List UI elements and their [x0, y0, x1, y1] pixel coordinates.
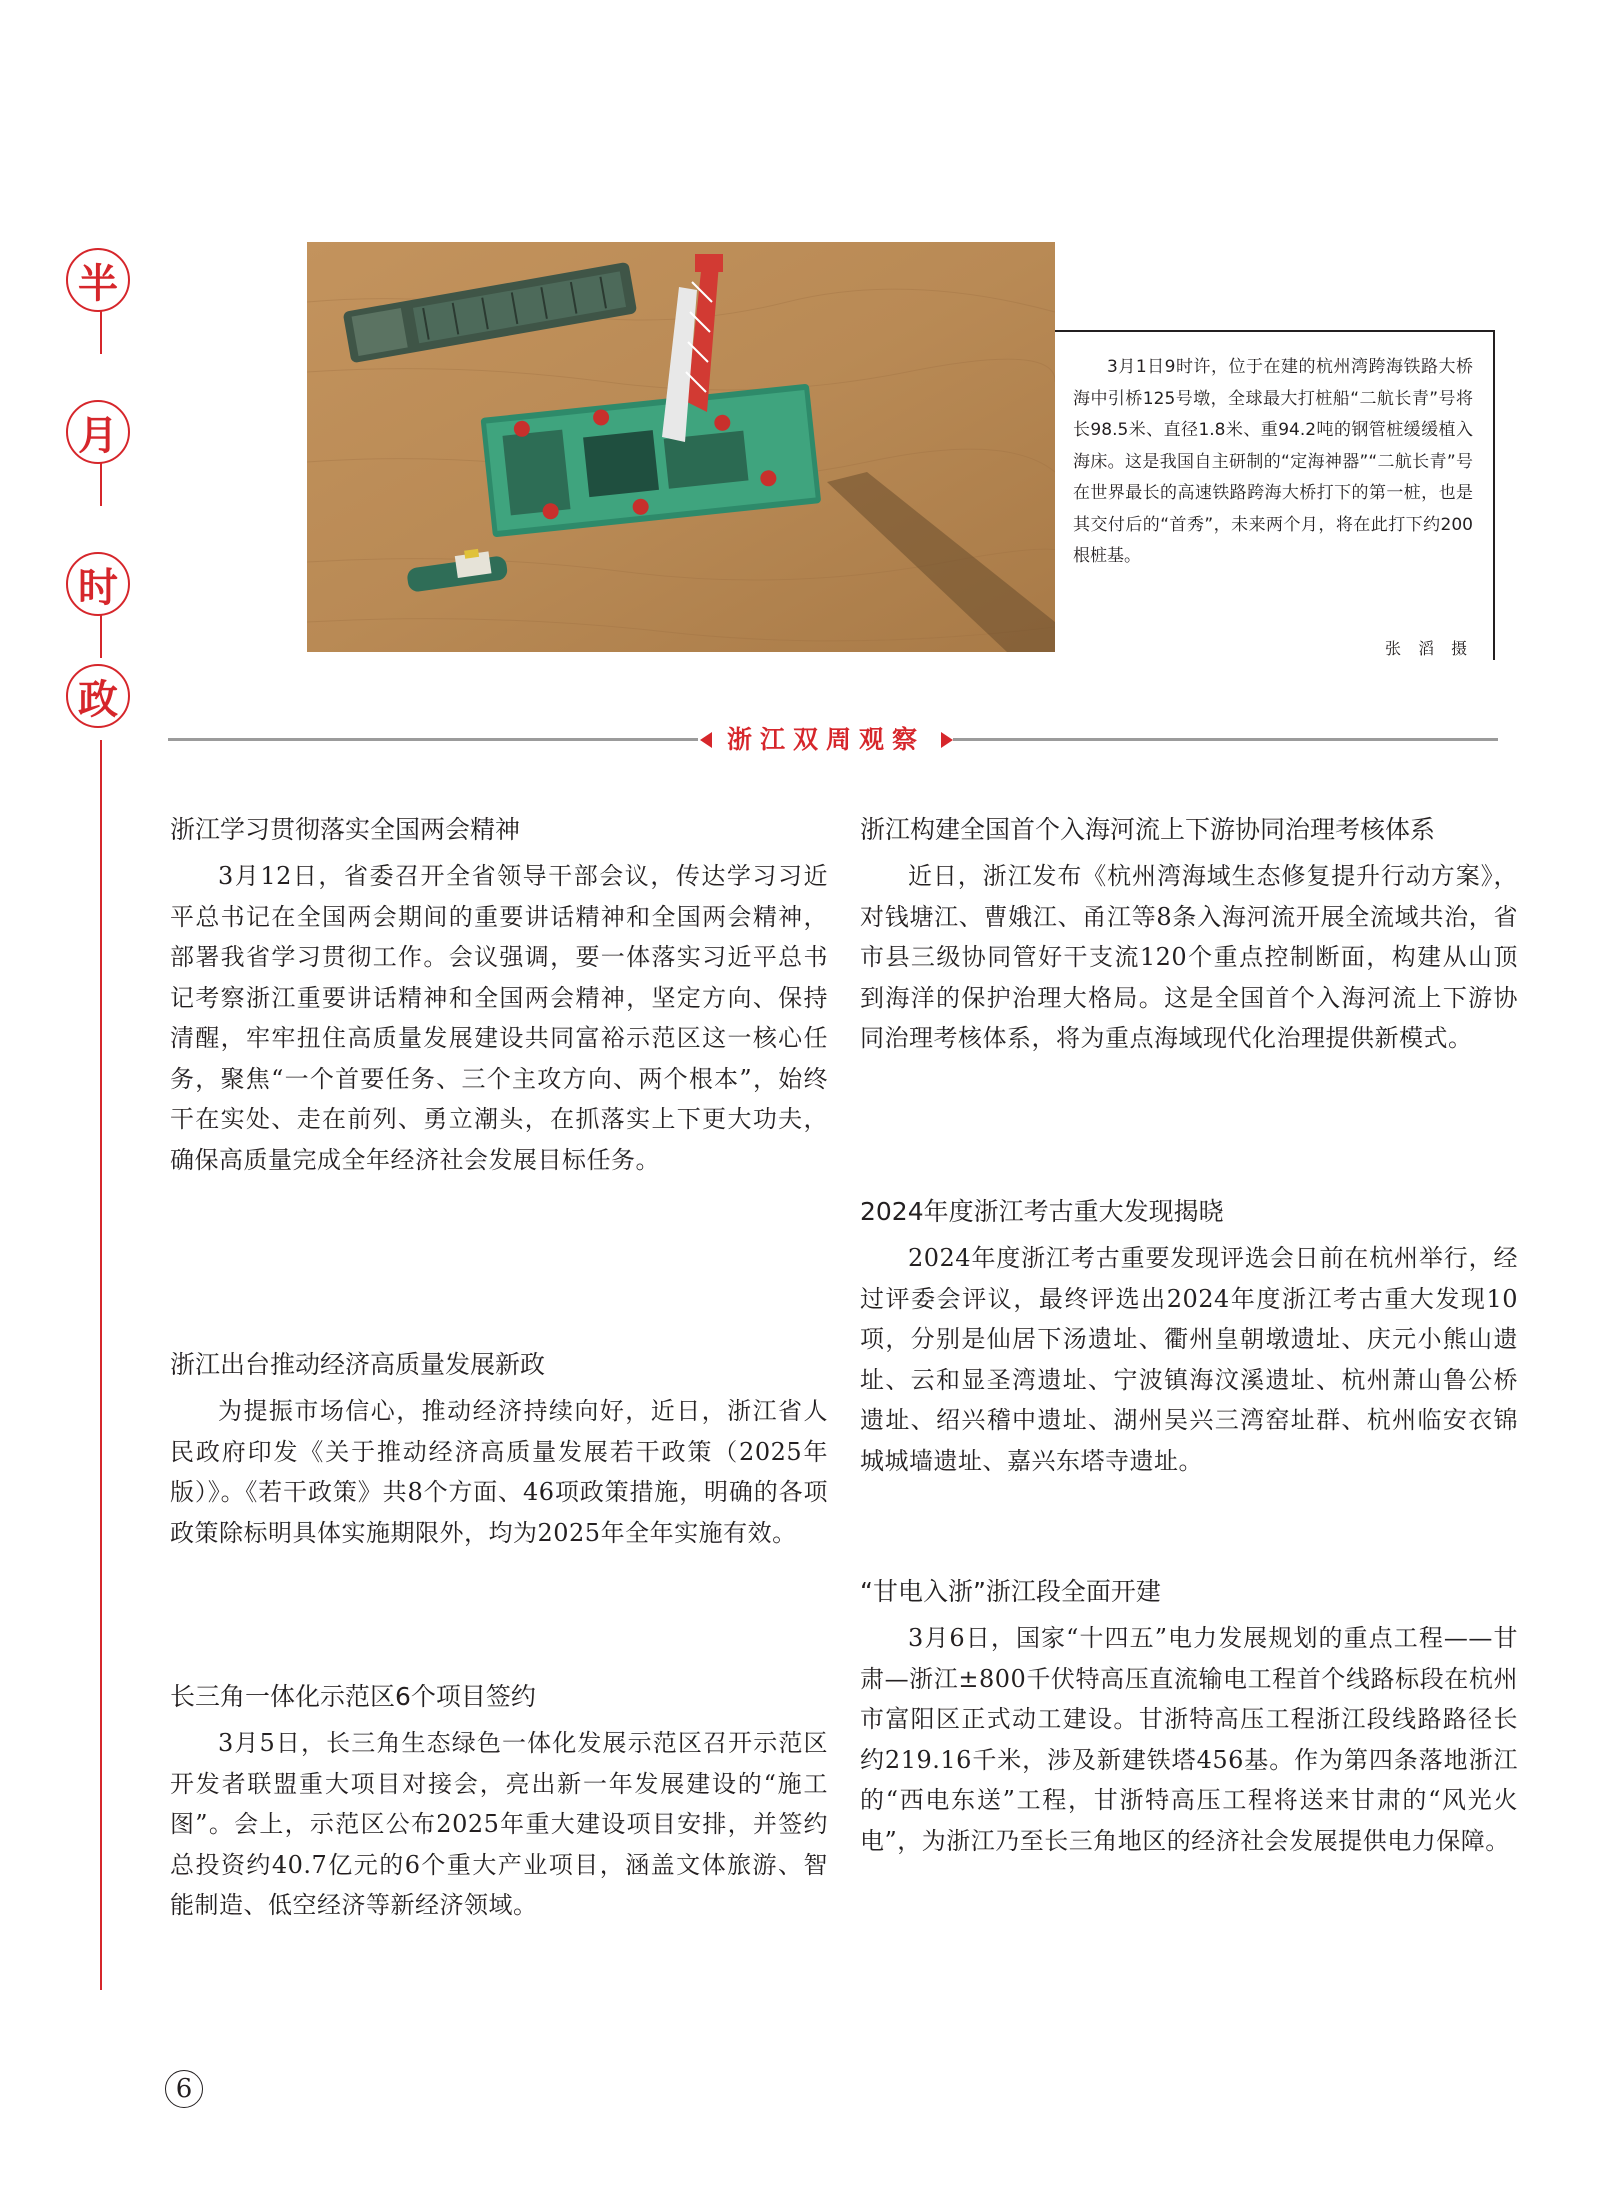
article-title: “甘电入浙”浙江段全面开建: [860, 1577, 1161, 1606]
column-char: 月: [66, 400, 130, 464]
article-title: 长三角一体化示范区6个项目签约: [170, 1682, 536, 1711]
article-title: 浙江构建全国首个入海河流上下游协同治理考核体系: [860, 815, 1436, 844]
column-char: 时: [66, 552, 130, 616]
article: [860, 1572, 1518, 1861]
pile-ship-photo: [307, 242, 1055, 652]
photo-credit: 张 滔 摄: [1385, 639, 1474, 658]
photo-caption: 3月1日9时许，位于在建的杭州湾跨海铁路大桥海中引桥125号墩，全球最大打桩船“二航长青”号将长98.5米、直径1.8米、重94.2吨的钢管桩缓缓植入海床。这是我国自主研制的“定海神器”“二航长青”号在世界最长的高速铁路跨海大桥打下的第一桩，也是其交付后的“首秀”，未来两个月，将在此打下约200根桩基。: [1073, 357, 1473, 566]
section-rule-right: [953, 738, 1498, 741]
article: [170, 1677, 828, 1926]
article-body: 3月5日，长三角生态绿色一体化发展示范区召开示范区开发者联盟重大项目对接会，亮出新一年发展建设的“施工图”。会上，示范区公布2025年重大建设项目安排，并签约总投资约40.7亿元的6个重大产业项目，涵盖文体旅游、智能制造、低空经济等新经济领域。: [170, 1729, 828, 1919]
article-body: 3月12日，省委召开全省领导干部会议，传达学习习近平总书记在全国两会期间的重要讲话精神和全国两会精神，部署我省学习贯彻工作。会议强调，要一体落实习近平总书记考察浙江重要讲话精神和全国两会精神，坚定方向、保持清醒，牢牢扭住高质量发展建设共同富裕示范区这一核心任务，聚焦“一个首要任务、三个主攻方向、两个根本”，始终干在实处、走在前列、勇立潮头，在抓落实上下更大功夫，确保高质量完成全年经济社会发展目标任务。: [170, 862, 828, 1174]
column-line-mid2: [100, 614, 102, 658]
column-line-main: [100, 740, 102, 1990]
article-title: 2024年度浙江考古重大发现揭晓: [860, 1197, 1224, 1226]
article-title: 浙江出台推动经济高质量发展新政: [170, 1350, 546, 1379]
article-body: 为提振市场信心，推动经济持续向好，近日，浙江省人民政府印发《关于推动经济高质量发展若干政策（2025年版）》。《若干政策》共8个方面、46项政策措施，明确的各项政策除标明具体实施期限外，均为2025年全年实施有效。: [170, 1397, 828, 1547]
article: [860, 810, 1518, 1059]
article: [860, 1192, 1518, 1481]
section-rule-left: [168, 738, 698, 741]
news-photo: [307, 242, 1055, 652]
article-title: 浙江学习贯彻落实全国两会精神: [170, 815, 521, 844]
article-body: 近日，浙江发布《杭州湾海域生态修复提升行动方案》，对钱塘江、曹娥江、甬江等8条入海河流开展全流域共治，省市县三级协同管好干支流120个重点控制断面，构建从山顶到海洋的保护治理大格局。这是全国首个入海河流上下游协同治理考核体系，将为重点海域现代化治理提供新模式。: [860, 862, 1518, 1052]
article: [170, 1345, 828, 1553]
article-body: 3月6日，国家“十四五”电力发展规划的重点工程——甘肃—浙江±800千伏特高压直流输电工程首个线路标段在杭州市富阳区正式动工建设。甘浙特高压工程浙江段线路路径长约219.16千米，涉及新建铁塔456基。作为第四条落地浙江的“西电东送”工程，甘浙特高压工程将送来甘肃的“风光火电”，为浙江乃至长三角地区的经济社会发展提供电力保障。: [860, 1624, 1518, 1855]
column-char: 半: [66, 248, 130, 312]
page-number: 6: [165, 2070, 203, 2108]
article: [170, 810, 828, 1180]
column-line-mid1: [100, 462, 102, 506]
column-line-top: [100, 310, 102, 354]
section-title: 浙江双周观察: [726, 725, 925, 754]
article-body: 2024年度浙江考古重要发现评选会日前在杭州举行，经过评委会评议，最终评选出2024年度浙江考古重大发现10项，分别是仙居下汤遗址、衢州皇朝墩遗址、庆元小熊山遗址、云和显圣湾遗址、宁波镇海汶溪遗址、杭州萧山鲁公桥遗址、绍兴稽中遗址、湖州吴兴三湾窑址群、杭州临安衣锦城城墙遗址、嘉兴东塔寺遗址。: [860, 1244, 1518, 1475]
column-char: 政: [66, 664, 130, 728]
